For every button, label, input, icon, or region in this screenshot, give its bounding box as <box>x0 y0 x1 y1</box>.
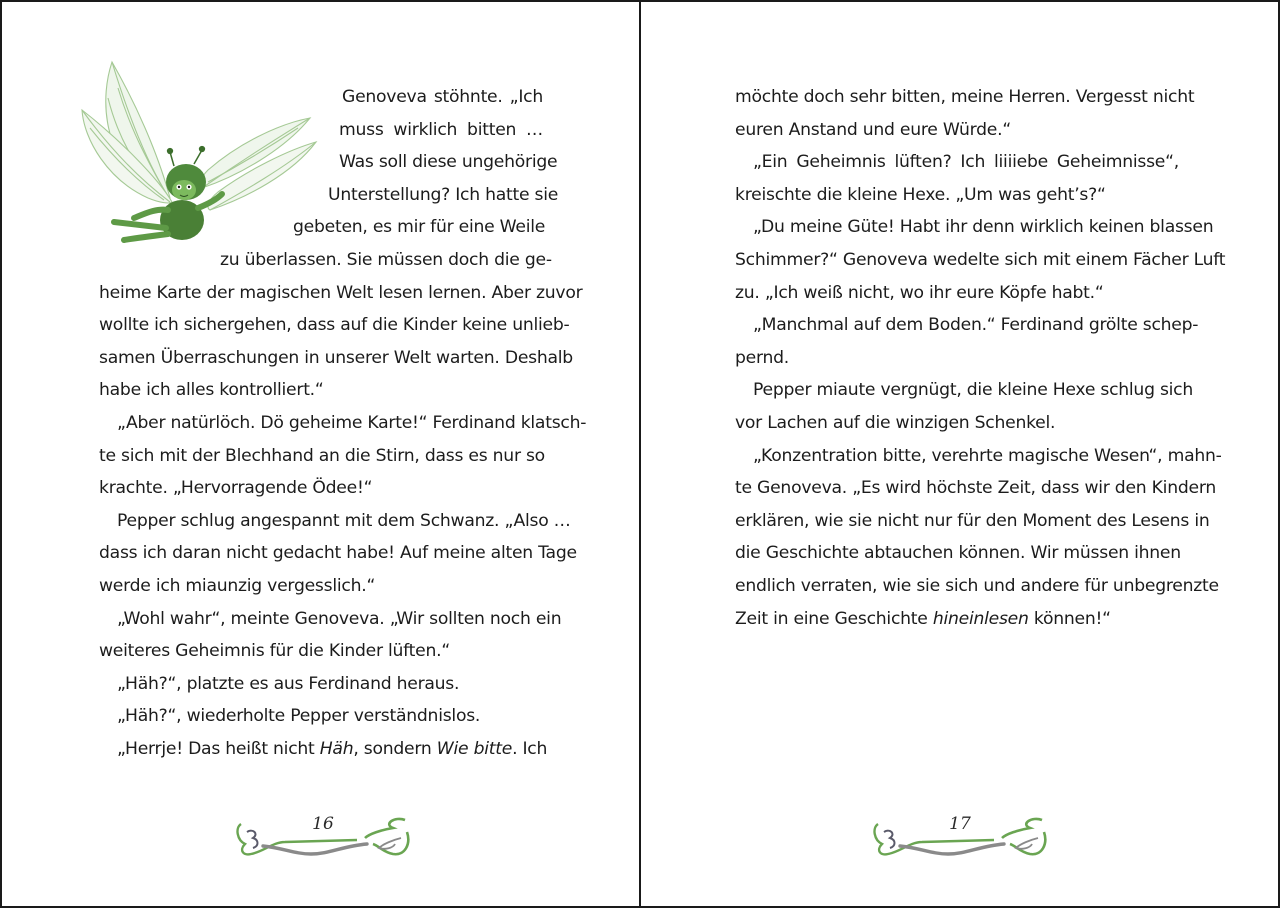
text-line: „Ein Geheimnis lüften? Ich liiiiebe Geheimnisse“, <box>753 152 1179 173</box>
text-line: muss wirklich bitten … <box>339 119 543 140</box>
text-line: zu überlassen. Sie müssen doch die ge- <box>220 249 552 270</box>
text-line: gebeten, es mir für eine Weile <box>293 217 546 238</box>
text-line <box>99 733 548 766</box>
text-line: Schimmer?“ Genoveva wedelte sich mit einem Fächer Luft <box>735 249 1226 270</box>
page-footer-ornament <box>870 810 1050 862</box>
text-fragment: Zeit in eine Geschichte <box>735 608 933 629</box>
text-line <box>735 603 1179 636</box>
text-line: te sich mit der Blechhand an die Stirn, dass es nur so <box>99 445 545 466</box>
page-number: 17 <box>949 814 971 834</box>
text-line: erklären, wie sie nicht nur für den Moment des Lesens in <box>735 510 1210 531</box>
page-number: 16 <box>312 814 334 834</box>
text-line: Pepper schlug angespannt mit dem Schwanz. „Also … <box>117 510 571 531</box>
text-line: werde ich miaunzig vergesslich.“ <box>99 575 376 596</box>
text-line: „Wohl wahr“, meinte Genoveva. „Wir sollten noch ein <box>117 608 562 629</box>
text-line: „Manchmal auf dem Boden.“ Ferdinand grölte schep- <box>753 315 1199 336</box>
text-line: euren Anstand und eure Würde.“ <box>735 119 1011 140</box>
text-line: vor Lachen auf die winzigen Schenkel. <box>735 412 1056 433</box>
text-line: zu. „Ich weiß nicht, wo ihr eure Köpfe habt.“ <box>735 282 1104 303</box>
right-page <box>641 0 1278 906</box>
text-line: heime Karte der magischen Welt lesen lernen. Aber zuvor <box>99 282 583 303</box>
text-fragment: , sondern <box>353 738 437 759</box>
text-line: Was soll diese ungehörige <box>339 152 558 173</box>
text-line: Pepper miaute vergnügt, die kleine Hexe schlug sich <box>753 380 1194 401</box>
text-line: „Konzentration bitte, verehrte magische Wesen“, mahn- <box>753 445 1222 466</box>
text-line: pernd. <box>735 347 790 368</box>
text-fragment: können!“ <box>1028 608 1111 629</box>
left-page <box>2 0 639 906</box>
text-line: möchte doch sehr bitten, meine Herren. Vergesst nicht <box>735 87 1195 107</box>
right-page-text <box>735 81 1226 635</box>
text-line: kreischte die kleine Hexe. „Um was geht’s?“ <box>735 184 1106 205</box>
text-line: „Häh?“, wiederholte Pepper verständnislos. <box>117 706 481 727</box>
text-line: te Genoveva. „Es wird höchste Zeit, dass wir den Kindern <box>735 478 1216 499</box>
text-line: Unterstellung? Ich hatte sie <box>328 184 559 205</box>
text-line: „Du meine Güte! Habt ihr denn wirklich keinen blassen <box>753 217 1214 238</box>
text-line: dass ich daran nicht gedacht habe! Auf meine alten Tage <box>99 543 577 564</box>
text-line: krachte. „Hervorragende Ödee!“ <box>99 478 373 499</box>
text-line: habe ich alles kontrolliert.“ <box>99 380 324 401</box>
text-line: „Häh?“, platzte es aus Ferdinand heraus. <box>117 673 460 694</box>
page-footer-ornament <box>233 810 413 862</box>
text-line: Genoveva stöhnte. „Ich <box>342 87 543 107</box>
text-line: die Geschichte abtauchen können. Wir müssen ihnen <box>735 543 1181 564</box>
text-line: samen Überraschungen in unserer Welt warten. Deshalb <box>99 347 573 368</box>
text-line: „Aber natürlöch. Dö geheime Karte!“ Ferdinand klatsch- <box>117 412 587 433</box>
italic-text: Wie bitte <box>436 738 513 759</box>
left-page-text <box>99 81 587 765</box>
text-line: weiteres Geheimnis für die Kinder lüften.“ <box>99 641 451 662</box>
text-line: wollte ich sichergehen, dass auf die Kinder keine unlieb- <box>99 315 570 336</box>
text-fragment: . Ich <box>512 738 548 759</box>
text-fragment: „Herrje! Das heißt nicht <box>117 738 320 759</box>
italic-text: Häh <box>319 738 354 759</box>
text-line: endlich verraten, wie sie sich und andere für unbegrenzte <box>735 575 1219 596</box>
italic-text: hineinlesen <box>932 608 1029 629</box>
